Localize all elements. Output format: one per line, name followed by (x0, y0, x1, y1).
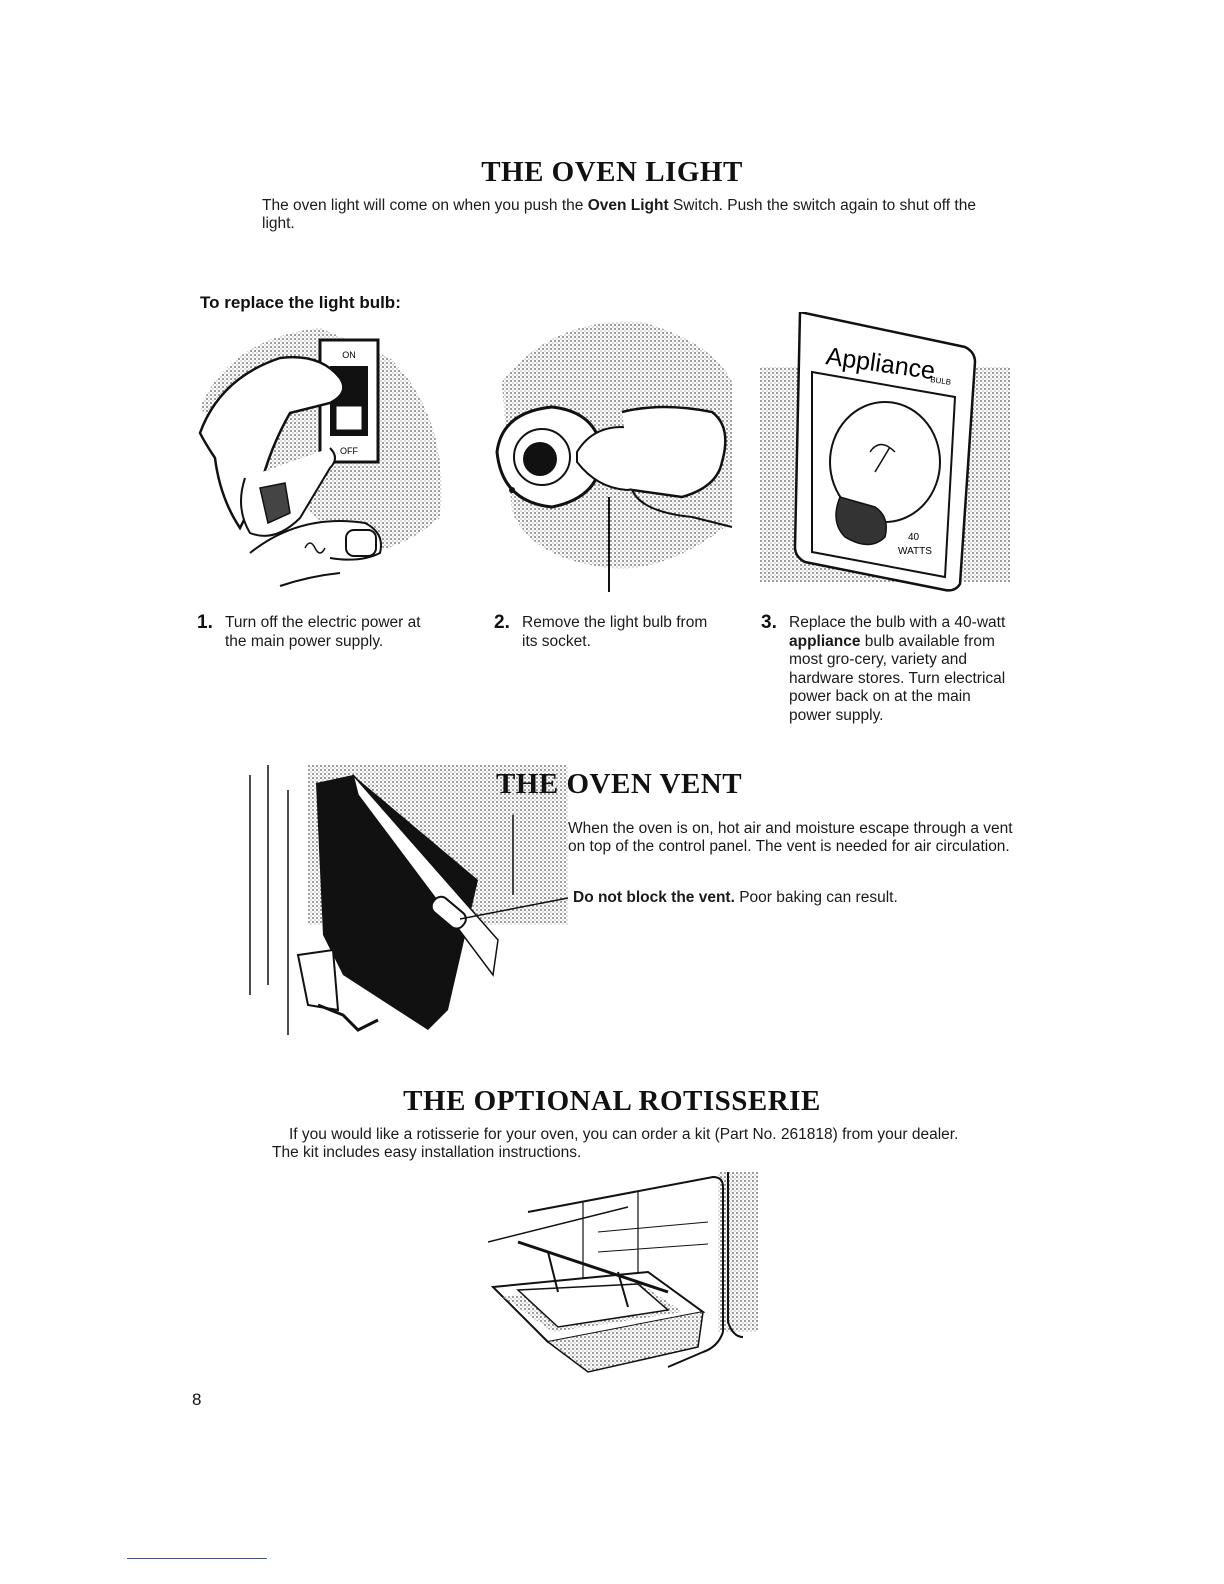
oven-vent-illustration (248, 765, 573, 1040)
step-3-appliance-word: appliance (789, 632, 861, 650)
appliance-brand-label: Appliance (824, 342, 937, 386)
rotisserie-title: THE OPTIONAL ROTISSERIE (403, 1085, 821, 1117)
oven-light-intro (262, 197, 982, 233)
switch-on-label: ON (342, 350, 356, 360)
step-3-text-part1: Replace the bulb with a 40-watt (789, 614, 1006, 631)
appliance-bulb-illustration (760, 312, 1010, 602)
watts-unit-label: WATTS (898, 546, 932, 557)
page-number: 8 (192, 1390, 202, 1409)
oven-vent-warning-bold: Do not block the vent. (573, 889, 735, 906)
oven-vent-paragraph: When the oven is on, hot air and moisture escape through a vent on top of the control panel. The vent is needed for air circulation. (568, 820, 1013, 855)
oven-light-switch-name: Oven Light (587, 197, 669, 214)
oven-vent-title: THE OVEN VENT (496, 768, 743, 800)
rotisserie-paragraph: If you would like a rotisserie for your oven, you can order a kit (Part No. 261818) from your dealer. The kit includes easy installation instructions. (272, 1126, 959, 1161)
step-3-text (789, 614, 1011, 725)
step-1 (197, 614, 452, 651)
step-2 (494, 614, 724, 651)
rotisserie-illustration (488, 1172, 760, 1392)
step-3 (761, 614, 1011, 725)
step-2-number: 2. (494, 612, 510, 633)
light-switch-illustration (190, 318, 460, 603)
footer-rule (127, 1558, 267, 1559)
bulb-sub-label: BULB (929, 375, 952, 387)
remove-bulb-illustration (482, 312, 742, 597)
oven-vent-warning-rest: Poor baking can result. (734, 889, 898, 906)
oven-light-title: THE OVEN LIGHT (481, 156, 743, 188)
oven-light-intro-part2: Switch. Push the switch again to shut off the light. (262, 197, 976, 232)
step-3-number: 3. (761, 612, 777, 633)
oven-vent-warning (573, 889, 1013, 907)
switch-off-label: OFF (340, 446, 358, 456)
step-1-number: 1. (197, 612, 213, 633)
watts-number-label: 40 (908, 532, 920, 543)
step-1-text: Turn off the electric power at the main power supply. (225, 614, 421, 650)
replace-bulb-subheading: To replace the light bulb: (200, 293, 401, 312)
oven-light-intro-part1: The oven light will come on when you push the (262, 197, 588, 214)
step-2-text: Remove the light bulb from its socket. (522, 614, 708, 650)
step-3-text-part2: bulb available from most gro-cery, variety and hardware stores. Turn electrical power back on at the main power supply. (789, 632, 1006, 724)
